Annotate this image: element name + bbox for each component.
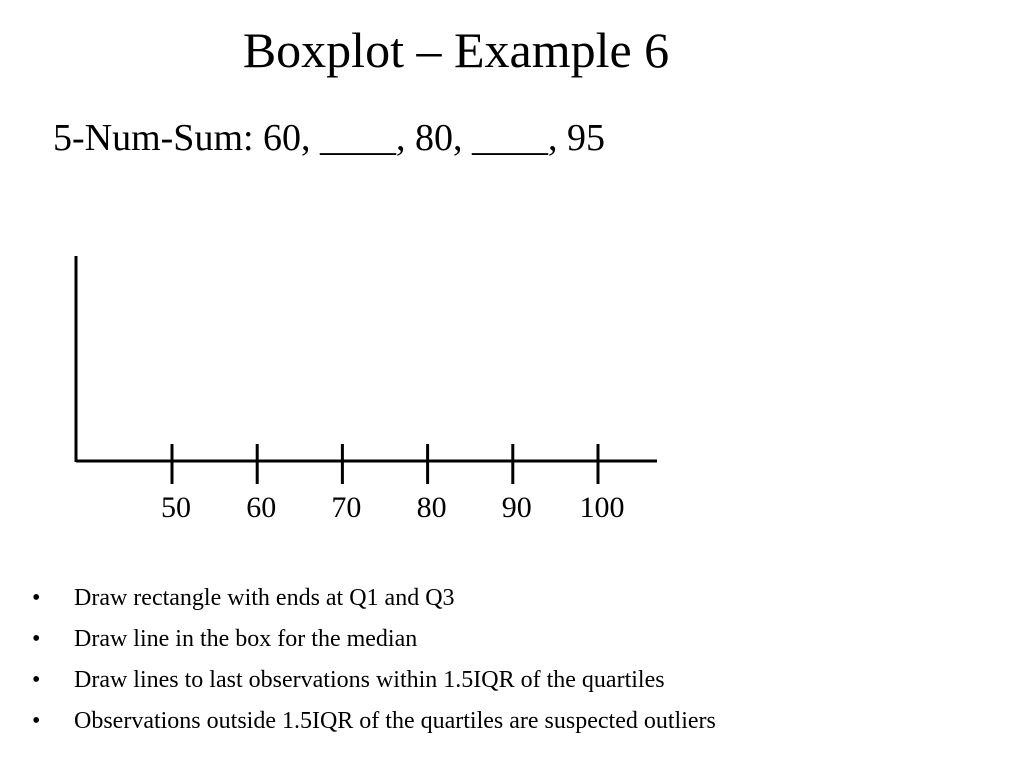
bullet-marker: •	[32, 626, 41, 652]
list-item	[32, 578, 716, 619]
tick-label-90: 90	[501, 491, 532, 524]
instruction-list	[32, 578, 716, 742]
list-item-text: Observations outside 1.5IQR of the quartiles are suspected outliers	[74, 708, 716, 734]
tick-label-70: 70	[331, 491, 362, 524]
axis-ticks	[172, 444, 598, 484]
list-item-text: Draw line in the box for the median	[74, 626, 418, 652]
slide-title: Boxplot – Example 6	[242, 22, 670, 78]
five-number-summary: 5-Num-Sum: 60, ____, 80, ____, 95	[53, 117, 606, 159]
bullet-marker: •	[32, 708, 41, 734]
list-item	[32, 701, 716, 742]
list-item	[32, 660, 716, 701]
tick-label-50: 50	[161, 491, 191, 524]
tick-label-100: 100	[579, 491, 625, 524]
list-item	[32, 619, 716, 660]
bullet-marker: •	[32, 667, 41, 693]
list-item-text: Draw lines to last observations within 1.5IQR of the quartiles	[74, 667, 665, 693]
list-item-text: Draw rectangle with ends at Q1 and Q3	[74, 585, 455, 611]
tick-label-80: 80	[416, 491, 447, 524]
tick-label-60: 60	[246, 491, 277, 524]
bullet-marker: •	[32, 585, 41, 611]
axis-tick-labels	[161, 491, 625, 524]
